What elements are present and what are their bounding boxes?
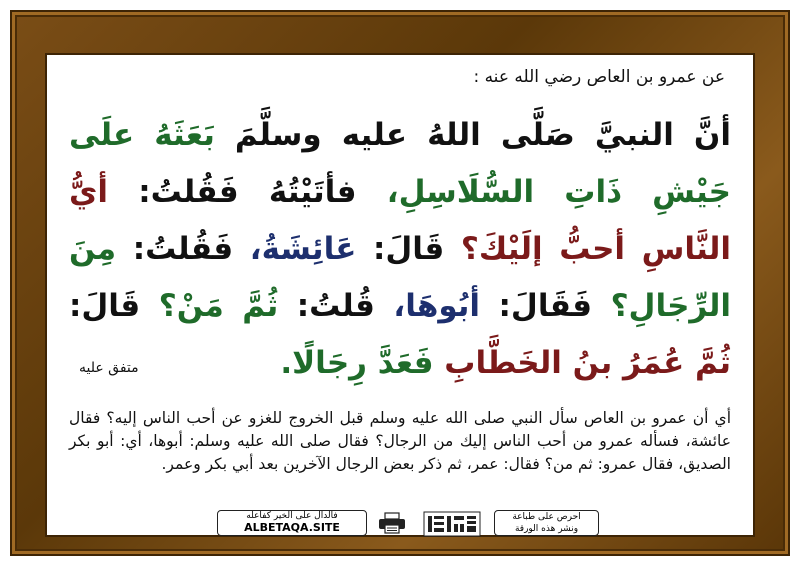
albetaqa-logo: [422, 510, 482, 538]
wooden-frame: [10, 10, 790, 556]
hadith-segment: فَعَدَّ رِجَالًا.: [280, 345, 434, 381]
hadith-segment: فَقَالَ:: [480, 288, 593, 324]
explanation-text: أي أن عمرو بن العاص سأل النبي صلى الله عليه وسلم قبل الخروج للغزو عن أحب الناس إليه؟ فقال عائشة، فسأله عمرو من أحب الناس إليك من الرجال؟ فقال صلى الله عليه وسلم: أبوها، أي: أبو بكر الصديق، فقال عمرو: ثم من؟ فقال: عمر، ثم ذكر بعض الرجال الآخرين بعد أبي بكر وعمر.: [69, 409, 731, 473]
hadith-segment: قَالَ:: [356, 231, 445, 267]
source-label: متفق عليه: [79, 360, 139, 376]
hadith-segment: أنَّ النبيَّ صَلَّى اللهُ عليه وسلَّمَ: [214, 117, 731, 153]
hadith-segment: بَعَثَهُ علَى جَيْشِ ذَاتِ السُّلَاسِلِ،: [69, 117, 731, 210]
hadith-segment: قُلتُ:: [278, 288, 375, 324]
hadith-segment: ثُمَّ عُمَرُ بنُ الخَطَّابِ: [433, 345, 731, 381]
footer-print-line1: احرص على طباعة: [512, 512, 581, 522]
footer-bar: [217, 510, 599, 538]
hadith-segment: ثُمَّ مَنْ؟: [140, 288, 279, 324]
hadith-text: [69, 107, 731, 392]
hadith-segment: فَقُلتُ:: [116, 231, 234, 267]
hadith-segment: فأتَيْتُهُ فَقُلتُ:: [108, 174, 357, 210]
card-panel: [45, 53, 755, 537]
footer-motto: فالدال على الخير كفاعله: [246, 511, 338, 521]
narrator-line: عن عمرو بن العاص رضي الله عنه :: [473, 67, 725, 87]
footer-site: ALBETAQA.SITE: [244, 521, 340, 534]
hadith-segment: قَالَ:: [69, 288, 141, 324]
footer-print-box: [494, 510, 599, 536]
hadith-segment: أيُّ النَّاسِ أحبُّ إلَيْكَ؟: [69, 174, 731, 267]
footer-site-box: [217, 510, 367, 536]
printer-icon: [377, 512, 407, 534]
hadith-segment: عَائِشَةُ،: [233, 231, 357, 267]
hadith-segment: أبُوهَا،: [374, 288, 481, 324]
hadith-segment: مِنَ الرِّجَالِ؟: [69, 231, 731, 324]
footer-print-line2: ونشر هذه الورقة: [514, 524, 579, 534]
